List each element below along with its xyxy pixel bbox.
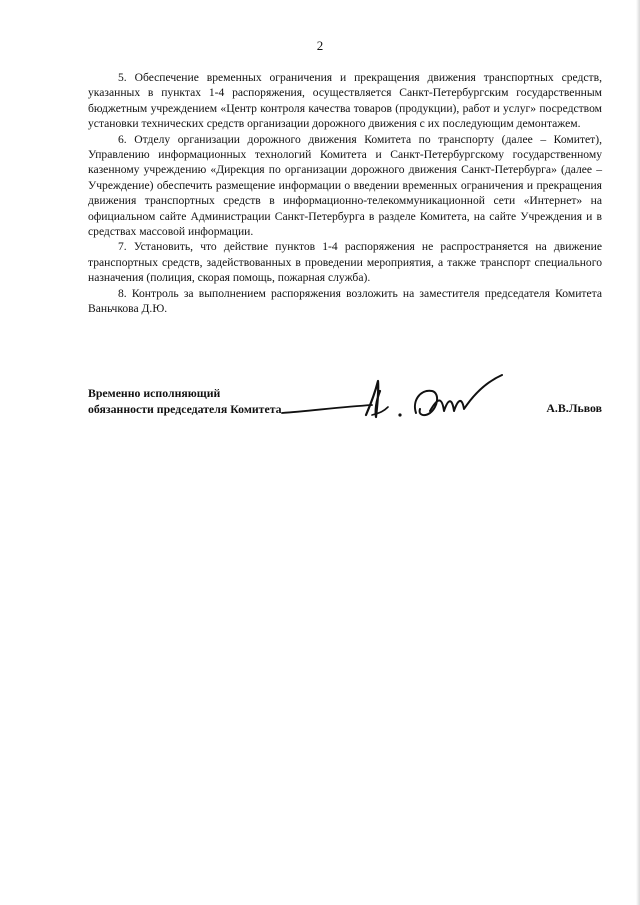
paragraph-6: 6. Отделу организации дорожного движения Комитета по транспорту (далее – Комитет), Управлению информационных технологий Комитета и Санкт-Петербургскому государственному казенному учреждению «Дирекция по организации дорожного движения Санкт-Петербурга» (далее – Учреждение) обеспечить размещение информации о введении временных ограничения и прекращения движения транспортных средств в информационно-телекоммуникационной сети «Интернет» на официальном сайте Администрации Санкт-Петербурга в разделе Комитета, на сайте Учреждения и в средствах массовой информации. xyxy=(88,132,602,239)
scan-edge-shadow xyxy=(636,0,640,905)
signatory-title-line-2: обязанности председателя Комитета xyxy=(88,402,282,416)
signatory-name: А.В.Львов xyxy=(546,401,602,415)
page-number: 2 xyxy=(316,38,324,53)
paragraph-8: 8. Контроль за выполнением распоряжения возложить на заместителя председателя Комитета Ваньчкова Д.Ю. xyxy=(88,286,602,316)
paragraph-7: 7. Установить, что действие пунктов 1-4 распоряжения не распространяется на движение транспортных средств, задействованных в проведении мероприятия, а также транспорт специального назначения (полиция, скорая помощь, пожарная служба). xyxy=(88,240,602,285)
signatory-title-line-1: Временно исполняющий xyxy=(88,386,221,400)
signatory-title xyxy=(88,385,282,417)
document-body xyxy=(88,70,602,317)
handwritten-signature xyxy=(280,371,530,429)
signature-block xyxy=(88,385,602,445)
paragraph-5: 5. Обеспечение временных ограничения и прекращения движения транспортных средств, указанных в пунктах 1-4 распоряжения, осуществляется Санкт-Петербургским государственным бюджетным учреждением «Центр контроля качества товаров (продукции), работ и услуг» посредством установки технических средств организации дорожного движения с их последующим демонтажем. xyxy=(88,71,602,131)
